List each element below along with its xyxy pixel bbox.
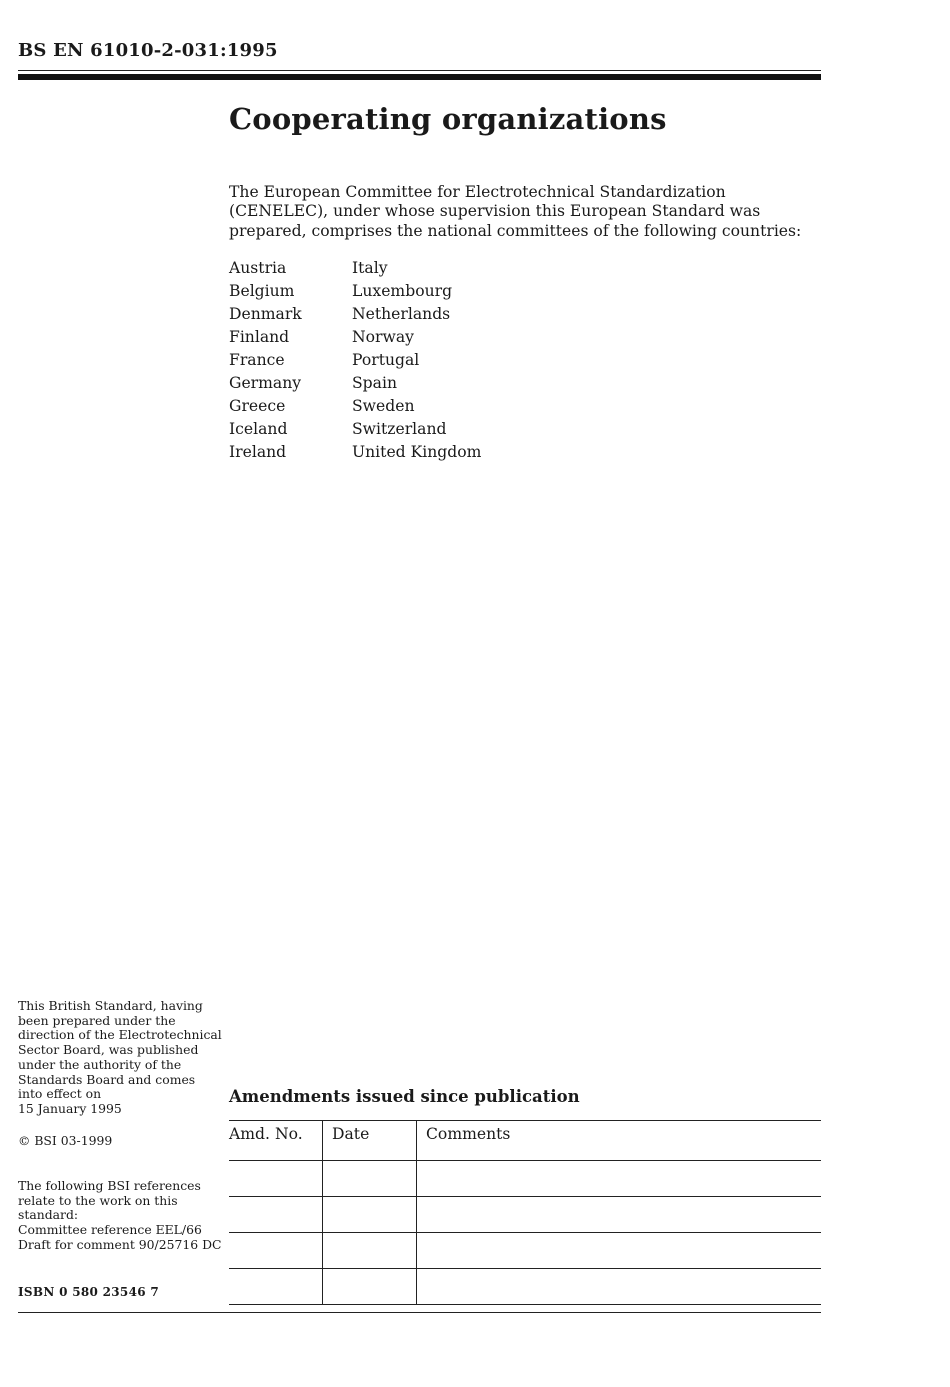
bsi-references-line: relate to the work on this <box>18 1192 178 1208</box>
publication-note-line: Sector Board, was published <box>18 1042 199 1058</box>
country-item: Greece <box>229 397 286 415</box>
column-header-date: Date <box>323 1121 417 1161</box>
amendments-table <box>229 1120 821 1305</box>
country-item: Germany <box>229 374 302 392</box>
publication-note-line: into effect on <box>18 1086 102 1102</box>
country-item: Switzerland <box>352 420 447 438</box>
table-cell <box>229 1269 323 1305</box>
isbn: ISBN 0 580 23546 7 <box>18 1285 159 1299</box>
header-thick-rule <box>18 74 821 80</box>
bsi-references-line: The following BSI references <box>18 1178 201 1193</box>
copyright-notice: © BSI 03-1999 <box>18 1133 113 1148</box>
country-item: Netherlands <box>352 305 451 323</box>
country-item: France <box>229 351 285 369</box>
table-cell <box>229 1161 323 1197</box>
country-item: Denmark <box>229 305 302 323</box>
amendments-header-row <box>229 1121 821 1161</box>
country-column-left <box>229 257 359 464</box>
publication-note-line: under the authority of the <box>18 1056 182 1072</box>
table-cell <box>417 1269 822 1305</box>
country-item: Finland <box>229 328 290 346</box>
country-item: Ireland <box>229 443 287 461</box>
country-item: United Kingdom <box>352 443 482 461</box>
country-item: Italy <box>352 259 388 277</box>
publication-note <box>18 999 223 1117</box>
header-thin-rule <box>18 70 821 71</box>
table-row <box>229 1233 821 1269</box>
country-item: Norway <box>352 328 414 346</box>
table-cell <box>417 1233 822 1269</box>
footer-rule <box>18 1312 821 1313</box>
publication-note-line: direction of the Electrotechnical <box>18 1027 222 1043</box>
intro-paragraph: The European Committee for Electrotechnical Standardization (CENELEC), under whose supervision this European Standard was prepared, comprises the national committees of the following countries: <box>229 183 802 240</box>
bsi-references-line: Committee reference EEL/66 <box>18 1222 202 1238</box>
publication-note-line: been prepared under the <box>18 1012 176 1028</box>
page-title: Cooperating organizations <box>229 102 667 136</box>
bsi-references <box>18 1179 223 1253</box>
table-cell <box>323 1269 417 1305</box>
bsi-references-line: Draft for comment 90/25716 DC <box>18 1236 222 1252</box>
table-row <box>229 1197 821 1233</box>
publication-note-line: Standards Board and comes <box>18 1071 196 1087</box>
table-cell <box>323 1197 417 1233</box>
column-header-amd-no: Amd. No. <box>229 1121 323 1161</box>
country-item: Sweden <box>352 397 415 415</box>
country-item: Portugal <box>352 351 420 369</box>
publication-note-line: 15 January 1995 <box>18 1100 122 1116</box>
table-cell <box>323 1233 417 1269</box>
table-cell <box>323 1161 417 1197</box>
table-row <box>229 1269 821 1305</box>
table-row <box>229 1161 821 1197</box>
table-cell <box>417 1161 822 1197</box>
standard-number: BS EN 61010-2-031:1995 <box>18 40 278 61</box>
country-column-right <box>352 257 552 464</box>
country-item: Iceland <box>229 420 288 438</box>
amendments-title: Amendments issued since publication <box>229 1087 580 1106</box>
country-item: Austria <box>229 259 287 277</box>
table-cell <box>417 1197 822 1233</box>
column-header-comments: Comments <box>417 1121 822 1161</box>
country-item: Luxembourg <box>352 282 453 300</box>
bsi-references-line: standard: <box>18 1207 79 1223</box>
publication-note-line: This British Standard, having <box>18 998 203 1013</box>
table-cell <box>229 1197 323 1233</box>
country-item: Spain <box>352 374 397 392</box>
country-item: Belgium <box>229 282 295 300</box>
table-cell <box>229 1233 323 1269</box>
